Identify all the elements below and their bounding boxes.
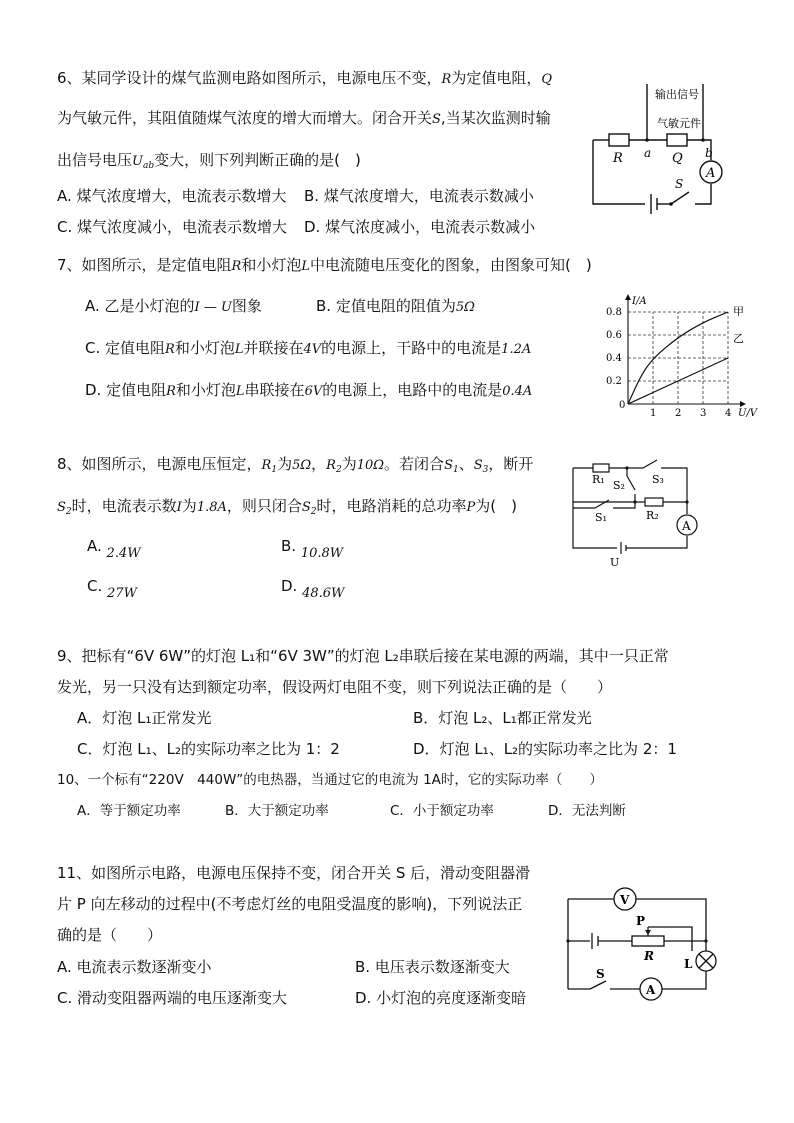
q6-gas-label: 气敏元件 [657,117,701,130]
q11-circuit-figure [560,885,720,1005]
q6-option-c: C. 煤气浓度减小，电流表示数增大 [57,218,288,236]
q9-line2: 发光，另一只没有达到额定功率，假设两灯电阻不变，则下列说法正确的是（ ） [57,678,613,696]
q8-option-a: A. 2.4W [87,537,141,561]
q7-y-tick-label: 0.2 [606,376,622,387]
q6-circuit-figure [585,82,725,214]
q8-option-d: D. 48.6W [281,577,345,601]
q7-option-d: D. 定值电阻R和小灯泡L串联接在6V的电源上，电路中的电流是0.4A [85,381,533,399]
q7-iu-chart [600,290,760,420]
q8-fig-S3: S₃ [652,473,664,486]
q10-line1: 10、一个标有“220V 440W”的电热器，当通过它的电流为 1A时，它的实际功率（ ） [57,772,603,788]
q7-chart-grid [628,312,728,404]
q7-option-c: C. 定值电阻R和小灯泡L并联接在4V的电源上，干路中的电流是1.2A [85,339,532,357]
q6-option-a: A. 煤气浓度增大，电流表示数增大 [57,187,287,205]
q8-line2: $S_2$时，电流表示数I为1.8A，则只闭合$S_2$时，电路消耗的总功率P为( ) [57,497,518,517]
q8-fig-U: U [610,556,620,568]
q7-x-tick-label: 1 [650,408,657,419]
q9-option-c: C．灯泡 L₁、L₂的实际功率之比为 1：2 [77,740,340,758]
q8-option-b: B. 10.8W [281,537,344,561]
q11-fig-L: L [684,957,693,971]
q7-y-tick-label: 0.8 [606,307,622,318]
q11-option-c: C. 滑动变阻器两端的电压逐渐变大 [57,989,288,1007]
q11-fig-S: S [596,967,605,981]
q7-series-label-2: 乙 [733,332,744,345]
q7-x-tick-label: 4 [725,408,732,419]
q8-fig-R2: R₂ [646,509,659,522]
q11-fig-A: A [646,983,656,997]
q7-x-axis-label: U/V [738,408,758,419]
q11-line1: 11、如图所示电路，电源电压保持不变，闭合开关 S 后，滑动变阻器滑 [57,864,531,882]
q6-fig-b: b [705,146,713,160]
q6-fig-S: S [675,177,684,191]
q7-x-tick-label: 2 [675,408,682,419]
q10-option-b: B．大于额定功率 [225,803,329,819]
q10-option-d: D．无法判断 [548,803,626,819]
q8-fig-R1: R₁ [592,473,605,486]
q9-option-b: B．灯泡 L₂、L₁都正常发光 [413,709,592,727]
q6-option-d: D. 煤气浓度减小，电流表示数减小 [304,218,536,236]
q6-fig-Q: Q [672,151,683,166]
q7-stem: 7、如图所示，是定值电阻R和小灯泡L中电流随电压变化的图象，由图象可知( ) [57,256,592,274]
q6-line3: 出信号电压$U_{ab}$变大，则下列判断正确的是( ) [57,151,361,171]
q11-fig-V: V [620,893,630,907]
q11-lamp [696,951,716,971]
q10-option-a: A．等于额定功率 [77,803,181,819]
q7-y-axis-arrow [625,294,631,300]
q8-option-c: C. 27W [87,577,137,601]
q7-x-tick-label: 3 [700,408,707,419]
q10-option-c: C．小于额定功率 [390,803,494,819]
q6-line1: 6、某同学设计的煤气监测电路如图所示，电源电压不变，R为定值电阻，Q [57,69,553,87]
q11-fig-R: R [644,949,654,963]
q7-chart-axes [625,294,746,407]
q8-circuit-figure [565,456,705,568]
q8-line1: 8、如图所示，电源电压恒定，$R_1$为5Ω，$R_2$为10Ω。若闭合$S_1$、$S_3$，断开 [57,455,534,475]
q11-line2: 片 P 向左移动的过程中(不考虑灯丝的电阻受温度的影响)，下列说法正 [57,895,523,913]
q8-fig-A: A [682,519,691,533]
q6-option-b: B. 煤气浓度增大，电流表示数减小 [304,187,534,205]
q11-option-a: A. 电流表示数逐渐变小 [57,958,212,976]
q7-series-label-1: 甲 [733,305,744,318]
q7-x-axis-arrow [740,401,746,407]
q6-line2: 为气敏元件，其阻值随煤气浓度的增大而增大。闭合开关S,当某次监测时输 [57,109,551,127]
q7-option-a: A. 乙是小灯泡的I — U图象 [85,297,262,315]
q7-option-b: B. 定值电阻的阻值为5Ω [316,297,475,315]
q6-fig-R: R [613,151,623,166]
q7-y-axis-label: I/A [632,296,647,307]
q6-fig-a: a [644,146,652,160]
q11-fig-P: P [636,914,646,928]
q9-option-a: A．灯泡 L₁正常发光 [77,709,212,727]
q7-y-tick-label: 0.6 [606,330,622,341]
q11-option-b: B. 电压表示数逐渐变大 [355,958,510,976]
q7-y-tick-label: 0.4 [606,353,622,364]
q9-option-d: D．灯泡 L₁、L₂的实际功率之比为 2：1 [413,740,677,758]
q8-fig-S1: S₁ [595,511,607,524]
q11-line3: 确的是（ ） [57,926,163,944]
q8-fig-S2: S₂ [613,479,625,492]
q6-ammeter-label: A [706,166,716,181]
q11-option-d: D. 小灯泡的亮度逐渐变暗 [355,989,527,1007]
q9-line1: 9、把标有“6V 6W”的灯泡 L₁和“6V 3W”的灯泡 L₂串联后接在某电源的两端，其中一只正常 [57,647,669,665]
q7-origin-label: 0 [619,400,626,411]
q6-output-label: 输出信号 [655,88,699,101]
